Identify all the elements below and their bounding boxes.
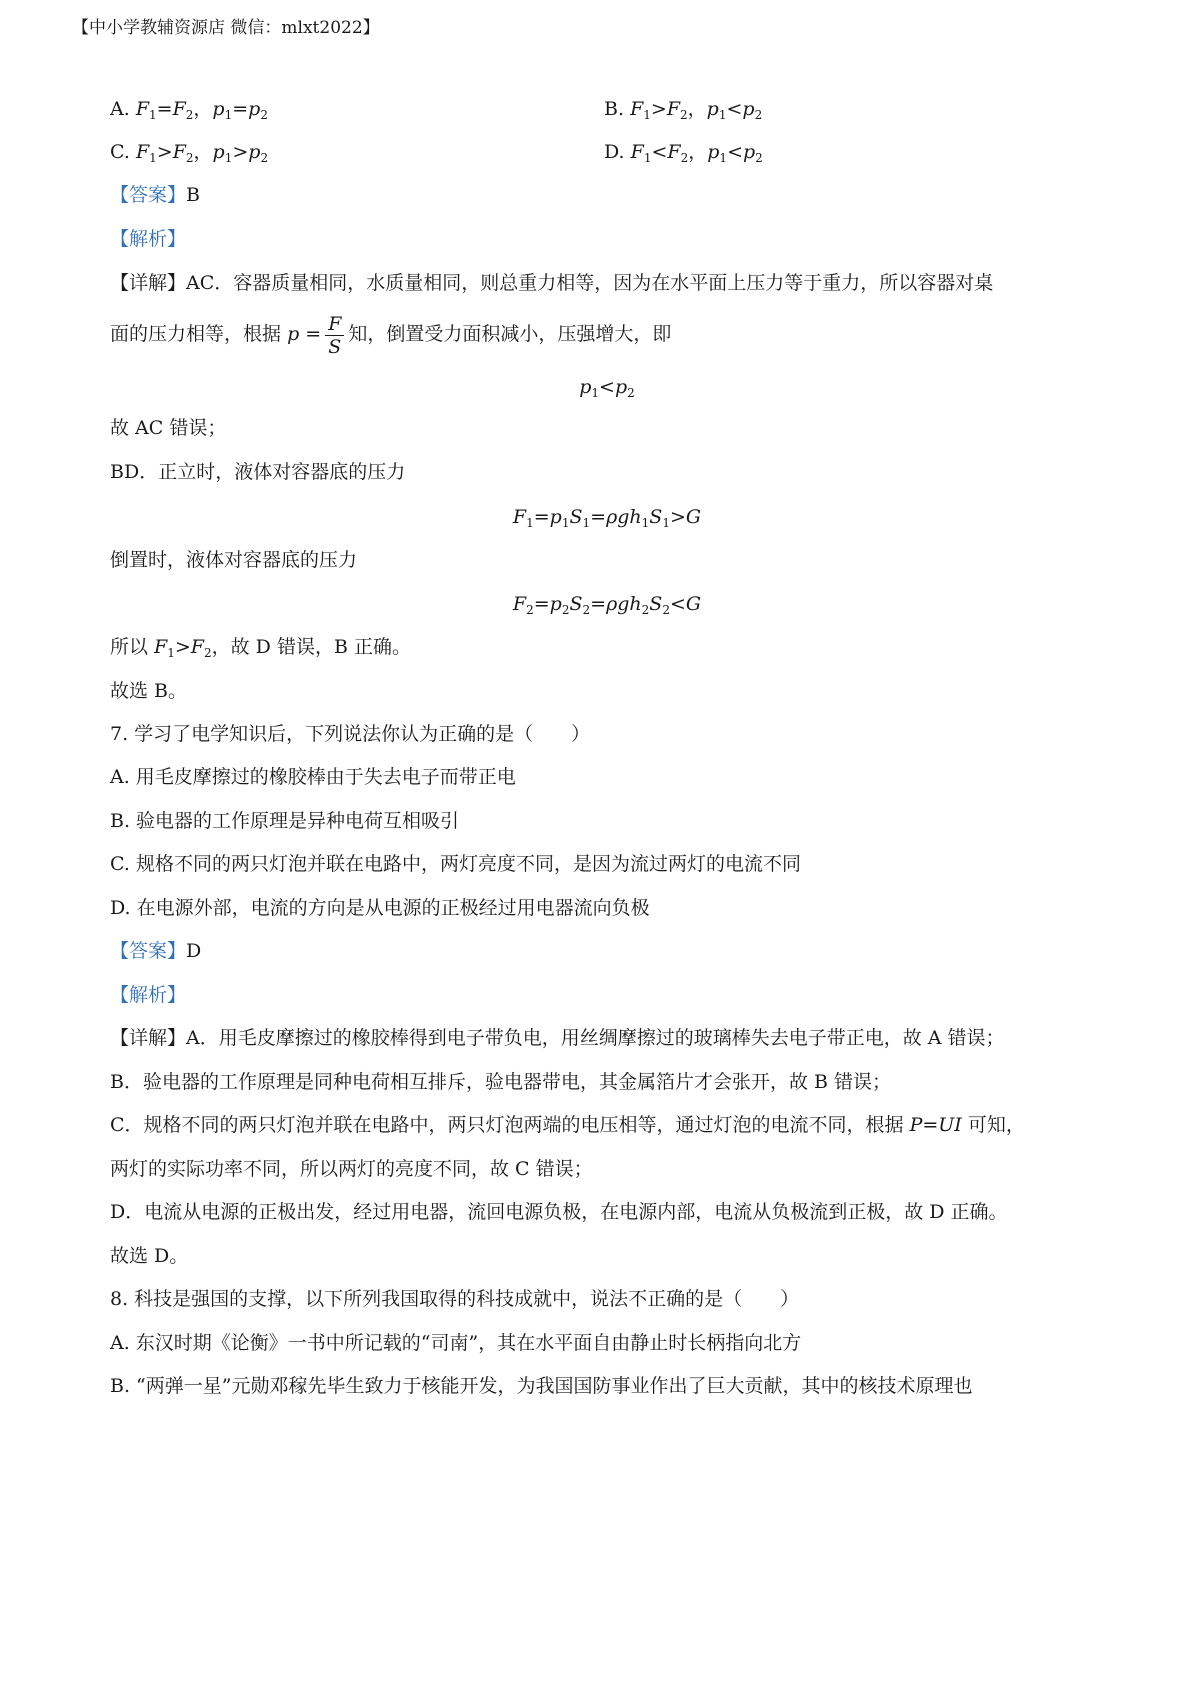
q6-option-a-row <box>110 96 1104 122</box>
q6-bd-intro: BD．正立时，液体对容器底的压力 <box>110 461 406 483</box>
q6-option-c-row <box>110 139 1104 165</box>
q6-detail-line2: 面的压力相等，根据 p = $\frac{F}{S}$ 知，倒置受力面积减小，压强增大，即 <box>110 312 672 358</box>
q6-option-c: C. $F_1>F_2$，$p_1>p_2$ <box>110 141 269 165</box>
q6-option-b: B. $F_1>F_2$，$p_1<p_2$ <box>604 98 763 122</box>
q7-detail-b: B．验电器的工作原理是同种电荷相互排斥，验电器带电，其金属箔片才会张开，故 B 错误； <box>110 1071 892 1093</box>
q8-option-a: A. 东汉时期《论衡》一书中所记载的“司南”，其在水平面自由静止时长柄指向北方 <box>110 1332 802 1354</box>
q6-formula-f1: $F_1=p_1S_1=\rho gh_1S_1>G$ <box>512 506 702 530</box>
header-watermark: 【中小学教辅资源店 微信：mlxt2022】 <box>72 18 380 38</box>
pressure-formula: p = $\frac{F}{S}$ <box>287 323 348 345</box>
q6-pressure-compare: $p_1<p_2$ <box>579 376 635 400</box>
q7-detail-a: 【详解】A．用毛皮摩擦过的橡胶棒得到电子带负电，用丝绸摩擦过的玻璃棒失去电子带正电，故 A 错误； <box>110 1027 1005 1049</box>
q6-choose: 故选 B。 <box>110 680 188 702</box>
q6-so: 所以 $F_1>F_2$，故 D 错误，B 正确。 <box>110 636 411 660</box>
q7-detail-c2: 两灯的实际功率不同，所以两灯的亮度不同，故 C 错误； <box>110 1158 593 1180</box>
q6-answer: 【答案】B <box>110 184 200 206</box>
q7-analysis-label: 【解析】 <box>110 984 187 1006</box>
q8-stem: 8. 科技是强国的支撑，以下所列我国取得的科技成就中，说法不正确的是（ ） <box>110 1288 800 1310</box>
q6-detail-line1: 【详解】AC．容器质量相同，水质量相同，则总重力相等，因为在水平面上压力等于重力，所以容器对桌 <box>110 272 994 294</box>
q7-option-d: D. 在电源外部，电流的方向是从电源的正极经过用电器流向负极 <box>110 897 650 919</box>
q6-analysis-label: 【解析】 <box>110 228 187 250</box>
q7-stem: 7. 学习了电学知识后，下列说法你认为正确的是（ ） <box>110 723 591 745</box>
q8-option-b: B. “两弹一星”元勋邓稼先毕生致力于核能开发，为我国国防事业作出了巨大贡献，其中的核技术原理也 <box>110 1375 973 1397</box>
q6-option-a: A. $F_1=F_2$，$p_1=p_2$ <box>110 98 268 122</box>
q6-option-d: D. $F_1<F_2$，$p_1<p_2$ <box>604 141 763 165</box>
q6-ac-conclusion: 故 AC 错误； <box>110 417 227 439</box>
q7-option-a: A. 用毛皮摩擦过的橡胶棒由于失去电子而带正电 <box>110 766 516 788</box>
q6-formula-f2: $F_2=p_2S_2=\rho gh_2S_2<G$ <box>512 593 702 617</box>
q7-detail-c: C．规格不同的两只灯泡并联在电路中，两只灯泡两端的电压相等，通过灯泡的电流不同，根据 P=UI 可知， <box>110 1114 1025 1136</box>
q7-option-c: C. 规格不同的两只灯泡并联在电路中，两灯亮度不同，是因为流过两灯的电流不同 <box>110 853 801 875</box>
q6-inverted-intro: 倒置时，液体对容器底的压力 <box>110 549 358 571</box>
q7-choose: 故选 D。 <box>110 1245 189 1267</box>
q7-detail-d: D．电流从电源的正极出发，经过用电器，流回电源负极，在电源内部，电流从负极流到正极，故 D 正确。 <box>110 1201 1008 1223</box>
q7-answer: 【答案】D <box>110 940 202 962</box>
q7-option-b: B. 验电器的工作原理是异种电荷互相吸引 <box>110 810 460 832</box>
